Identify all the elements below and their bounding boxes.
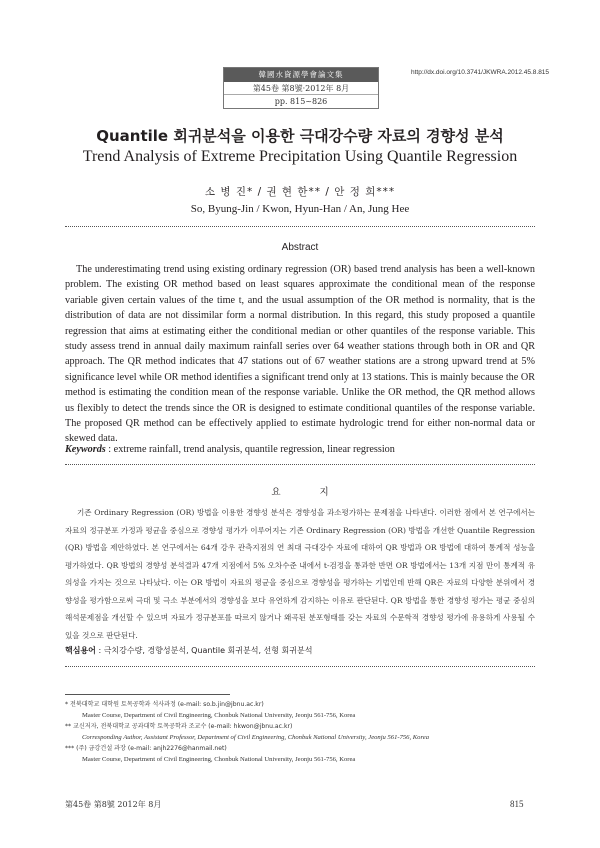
korean-abstract-heading: 요 지 bbox=[271, 487, 347, 498]
english-title: Trend Analysis of Extreme Precipitation Using Quantile Regression bbox=[82, 148, 518, 165]
abstract-text: The underestimating trend using existing ordinary regression (OR) based trend analysis has been a well-known problem. The existing OR method based on least squares approximate the conditional mean of the response variable given certain values of the time t, and the usual assumption of the OR method is normality, that is the distribution of data are not dissimilar form a normal distribution. In this regard, this study proposed a quantile regression that aims at estimating either the conditional median or other quantiles of the response variable. This study assess trend in annual daily maximum rainfall series over 64 weather stations through both in OR and QR approach. The QR method indicates that 47 stations out of 67 weather stations are a strong upward trend at 5% significance level while OR method identifies a significant trend only at 13 stations. This is mainly because the OR method is estimating the condition mean of the response variable. Unlike the OR method, the QR method allows us flexibly to detect the trends since the OR is designed to estimate conditional quantiles of the response variable. The proposed QR method can be effectively applied to estimate hydrologic trend for either non-normal data or skewed data. bbox=[65, 264, 535, 445]
doi-link[interactable]: http://dx.doi.org/10.3741/JKWRA.2012.45.8.815 bbox=[411, 69, 550, 76]
keywords bbox=[65, 444, 535, 455]
korean-keywords-text: : 극치강수량, 경향성분석, Quantile 회귀분석, 선형 회귀분석 bbox=[95, 646, 313, 655]
keywords-text: : extreme rainfall, trend analysis, quantile regression, linear regression bbox=[105, 444, 395, 455]
divider bbox=[65, 226, 535, 227]
footnote-3-ko: *** (주) 금강건설 과장 (e-mail: anjh2276@hanmail.net) bbox=[65, 745, 227, 753]
footnote-2-en: Corresponding Author, Assistant Professor, Department of Civil Engineering, Chonbuk National University, Jeonju 561-756, Korea bbox=[82, 734, 430, 742]
korean-abstract-text: 기존 Ordinary Regression (OR) 방법을 이용한 경향성 분석은 경향성을 과소평가하는 문제점을 나타낸다. 이러한 점에서 본 연구에서는 자료의 정규분포 가정과 평균을 중심으로 경향성 평가가 이루어지는 기존 Ordinary Regression (OR) 방법을 개선한 Quantile Regression (QR) 방법을 제안하였다. 본 연구에서는 64개 강우 관측지점의 연 최대 극대강수 자료에 대하여 QR 방법과 OR 방법에 대하여 통계적 성능을 평가하였다. QR 방법의 경향성 분석결과 47개 지점에서 5% 오차수준 내에서 t-검정을 통과한 반면 OR 방법에서는 13개 지점 만이 통계적 유의성을 가지는 것으로 나타났다. 이는 OR 방법이 자료의 평균을 중심으로 경향성을 평가하는 기법인데 반해 QR은 자료의 다양한 분위에서 경향성을 평가함으로써 극대 및 극소 부분에서의 경향성을 보다 유연하게 감지하는 이유로 판단된다. QR 방법을 통한 경향성 평가는 평균 중심의 해석문제점을 개선할 수 있으며 자료가 정규분포를 따르지 않거나 왜곡된 분포형태를 갖는 자료의 수문학적 경향성 평가에 유용하게 사용될 수 있을 것으로 판단된다. bbox=[65, 508, 535, 640]
footnote-rule bbox=[65, 694, 230, 695]
footnote-1-ko: * 전북대학교 대학원 토목공학과 석사과정 (e-mail: so.b.jin@jbnu.ac.kr) bbox=[65, 701, 264, 708]
footer-journal-issue: 第45卷 第8號 2012年 8月 bbox=[65, 800, 162, 809]
korean-authors: 소 병 진* / 권 현 한** / 안 정 희*** bbox=[204, 186, 396, 198]
divider bbox=[65, 464, 535, 465]
korean-title: Quantile 회귀분석을 이용한 극대강수량 자료의 경향성 분석 bbox=[96, 127, 504, 145]
journal-volume: 第45卷 第8號·2012年 8月 bbox=[224, 82, 378, 95]
footnote-2-ko: ** 교신저자, 전북대학교 공과대학 토목공학과 조교수 (e-mail: hkwon@jbnu.ac.kr) bbox=[65, 723, 293, 731]
page-number: 815 bbox=[510, 799, 524, 809]
korean-keywords-label: 핵심용어 bbox=[65, 646, 96, 655]
english-authors: So, Byung-Jin / Kwon, Hyun-Han / An, Jung Hee bbox=[190, 203, 410, 215]
footnote-3-en: Master Course, Department of Civil Engineering, Chonbuk National University, Jeonju 561-756, Korea bbox=[82, 756, 356, 764]
journal-pages: pp. 815~826 bbox=[274, 97, 328, 106]
korean-keywords bbox=[65, 645, 535, 656]
keywords-label: Keywords bbox=[65, 444, 106, 455]
abstract-heading: Abstract bbox=[281, 242, 319, 253]
journal-name: 韓國水資源學會論文集 bbox=[224, 68, 378, 82]
footnotes bbox=[65, 699, 545, 766]
journal-info-box bbox=[223, 67, 379, 109]
divider bbox=[65, 666, 535, 667]
footnote-1-en: Master Course, Department of Civil Engineering, Chonbuk National University, Jeonju 561-756, Korea bbox=[82, 712, 356, 720]
